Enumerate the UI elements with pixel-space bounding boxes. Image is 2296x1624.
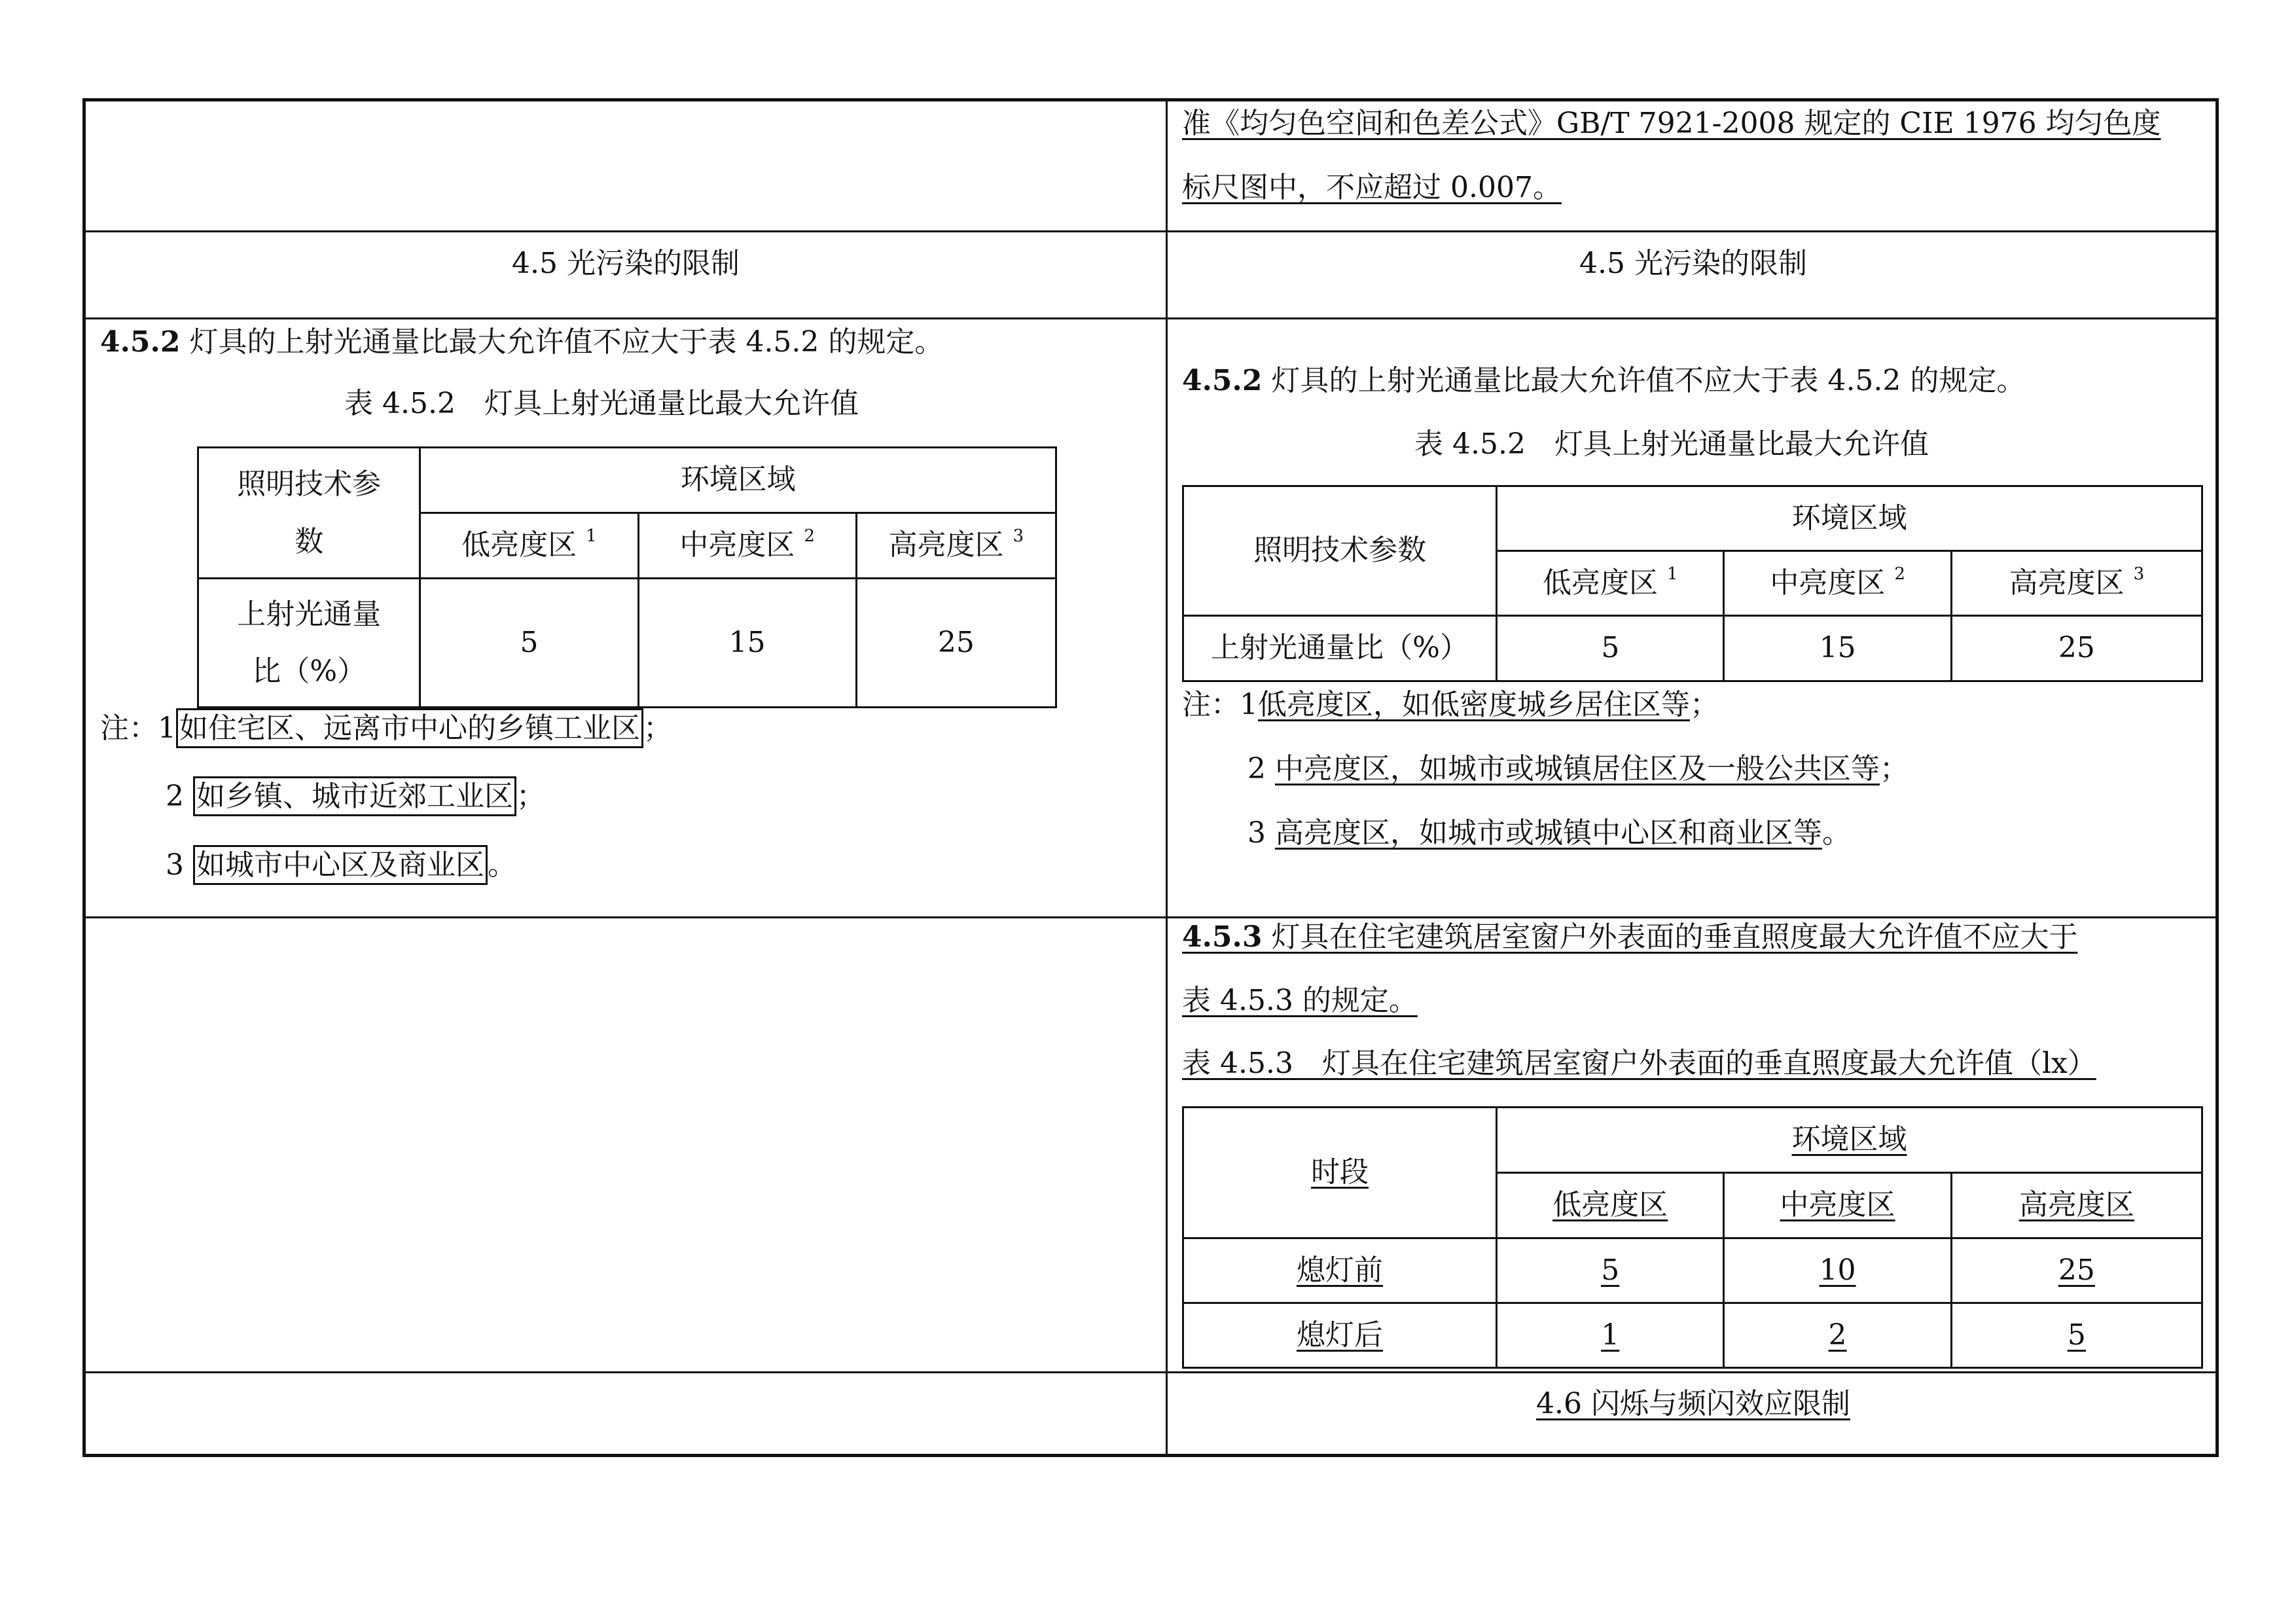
left-note-3: 3 如城市中心区及商业区 。 <box>166 851 516 880</box>
left-note-2: 2 如乡镇、城市近郊工业区 ； <box>166 782 545 811</box>
right-top-line1: 准《均匀色空间和色差公式》GB/T 7921-2008 规定的 CIE 1976 均匀色度 <box>1182 107 2161 140</box>
param-header: 照明技术参数 <box>1183 486 1497 616</box>
clause-number: 4.5.2 <box>1182 364 1263 397</box>
note-box: 如城市中心区及商业区 <box>193 845 488 885</box>
value-low: 5 <box>1497 1238 1724 1303</box>
clause-text: 灯具的上射光通量比最大允许值不应大于表 4.5.2 的规定。 <box>1262 364 2026 397</box>
col-mid: 中亮度区 $^2$ <box>638 513 856 579</box>
col-mid: 中亮度区 $^2$ <box>1724 551 1951 616</box>
col-low: 低亮度区 <box>1497 1173 1724 1238</box>
value-mid: 15 <box>1724 616 1951 681</box>
col-high: 高亮度区 $^3$ <box>1951 551 2202 616</box>
section-title-left: 4.5 光污染的限制 <box>512 247 740 280</box>
clause-number: 4.5.3 <box>1182 920 1263 954</box>
col-high: 高亮度区 <box>1951 1173 2202 1238</box>
row-label: 熄灯后 <box>1183 1303 1497 1368</box>
right-table-452 <box>1182 485 2203 682</box>
env-header: 环境区域 <box>420 448 1056 513</box>
clause-number: 4.5.2 <box>100 325 181 359</box>
right-clause-453-line1: 4.5.3 灯具在住宅建筑居室窗户外表面的垂直照度最大允许值不应大于 <box>1182 920 2078 954</box>
left-clause-452 <box>100 325 944 359</box>
param-header: 照明技术参 数 <box>198 448 420 579</box>
right-top-line2: 标尺图中，不应超过 0.007。 <box>1182 171 1562 204</box>
period-header: 时段 <box>1183 1108 1497 1238</box>
row-label: 熄灯前 <box>1183 1238 1497 1303</box>
value-low: 5 <box>420 579 638 708</box>
left-table-caption: 表 4.5.2 灯具上射光通量比最大允许值 <box>344 387 859 420</box>
note-box: 如住宅区、远离市中心的乡镇工业区 <box>176 708 643 748</box>
section-title-4-6: 4.6 闪烁与频闪效应限制 <box>1536 1387 1850 1420</box>
col-low: 低亮度区 $^1$ <box>1497 551 1724 616</box>
right-clause-453-line2: 表 4.5.3 的规定。 <box>1182 984 1418 1017</box>
value-high: 25 <box>856 579 1056 708</box>
right-note-1: 注：1低亮度区，如低密度城乡居住区等； <box>1182 688 1719 721</box>
right-note-2: 2 中亮度区，如城市或城镇居住区及一般公共区等； <box>1247 752 1909 785</box>
right-table-453 <box>1182 1106 2203 1369</box>
value-high: 5 <box>1951 1303 2202 1368</box>
value-low: 5 <box>1497 616 1724 681</box>
row-divider <box>86 317 2215 319</box>
row-divider <box>86 1371 2215 1373</box>
value-low: 1 <box>1497 1303 1724 1368</box>
value-high: 25 <box>1951 1238 2202 1303</box>
table-row <box>1183 1238 2202 1303</box>
note-box: 如乡镇、城市近郊工业区 <box>193 776 516 816</box>
row-label: 上射光通量 比（%） <box>198 579 420 708</box>
right-table-caption: 表 4.5.2 灯具上射光通量比最大允许值 <box>1414 427 1929 461</box>
row-label: 上射光通量比（%） <box>1183 616 1497 681</box>
comparison-table <box>82 98 2219 1457</box>
value-mid: 15 <box>638 579 856 708</box>
value-mid: 2 <box>1724 1303 1951 1368</box>
row-divider <box>86 230 2215 232</box>
value-high: 25 <box>1951 616 2202 681</box>
left-note-1: 注：1 如住宅区、远离市中心的乡镇工业区 ； <box>100 714 672 743</box>
right-table-453-caption: 表 4.5.3 灯具在住宅建筑居室窗户外表面的垂直照度最大允许值（lx） <box>1182 1047 2096 1080</box>
section-title-right: 4.5 光污染的限制 <box>1579 247 1807 280</box>
col-low: 低亮度区 $^1$ <box>420 513 638 579</box>
env-header: 环境区域 <box>1497 1108 2202 1173</box>
col-high: 高亮度区 $^3$ <box>856 513 1056 579</box>
column-divider <box>1166 101 1168 1454</box>
clause-text: 灯具的上射光通量比最大允许值不应大于表 4.5.2 的规定。 <box>180 325 944 359</box>
row-divider <box>86 916 2215 918</box>
table-row <box>1183 1303 2202 1368</box>
value-mid: 10 <box>1724 1238 1951 1303</box>
env-header: 环境区域 <box>1497 486 2202 551</box>
right-clause-452 <box>1182 364 2026 397</box>
left-table-452 <box>197 446 1057 708</box>
col-mid: 中亮度区 <box>1724 1173 1951 1238</box>
right-note-3: 3 高亮度区，如城市或城镇中心区和商业区等。 <box>1247 816 1851 850</box>
